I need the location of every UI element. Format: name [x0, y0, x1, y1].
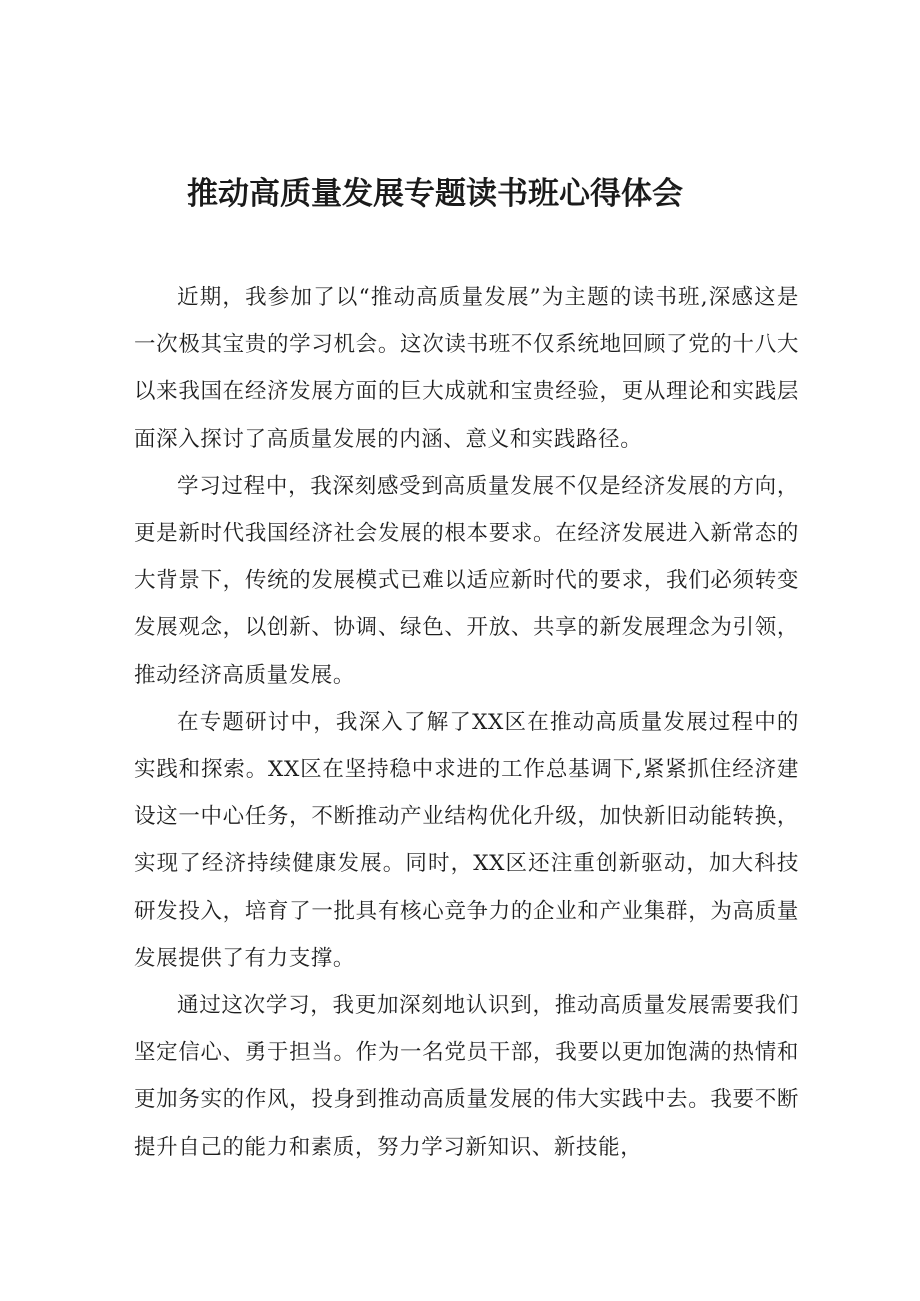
- paragraph-1: 近期，我参加了以“推动高质量发展”为主题的读书班,深感这是一次极其宝贵的学习机会。这次读书班不仅系统地回顾了党的十八大以来我国在经济发展方面的巨大成就和宝贵经验，更从理论和实践层面深入探讨了高质量发展的内涵、意义和实践路径。: [134, 285, 799, 452]
- document-body: [134, 274, 799, 1171]
- paragraph-4: 通过这次学习，我更加深刻地认识到，推动高质量发展需要我们坚定信心、勇于担当。作为一名党员干部，我要以更加饱满的热情和更加务实的作风，投身到推动高质量发展的伟大实践中去。我要不断提升自己的能力和素质，努力学习新知识、新技能，: [134, 993, 799, 1160]
- document-title: 推动高质量发展专题读书班心得体会: [187, 176, 683, 212]
- paragraph-2: 学习过程中，我深刻感受到高质量发展不仅是经济发展的方向，更是新时代我国经济社会发展的根本要求。在经济发展进入新常态的大背景下，传统的发展模式已难以适应新时代的要求，我们必须转变发展观念，以创新、协调、绿色、开放、共享的新发展理念为引领，推动经济高质量发展。: [134, 473, 799, 688]
- paragraph-3: 在专题研讨中，我深入了解了XX区在推动高质量发展过程中的实践和探索。XX区在坚持稳中求进的工作总基调下,紧紧抓住经济建设这一中心任务，不断推动产业结构优化升级，加快新旧动能转换，实现了经济持续健康发展。同时，XX区还注重创新驱动，加大科技研发投入，培育了一批具有核心竞争力的企业和产业集群，为高质量发展提供了有力支撑。: [134, 709, 799, 971]
